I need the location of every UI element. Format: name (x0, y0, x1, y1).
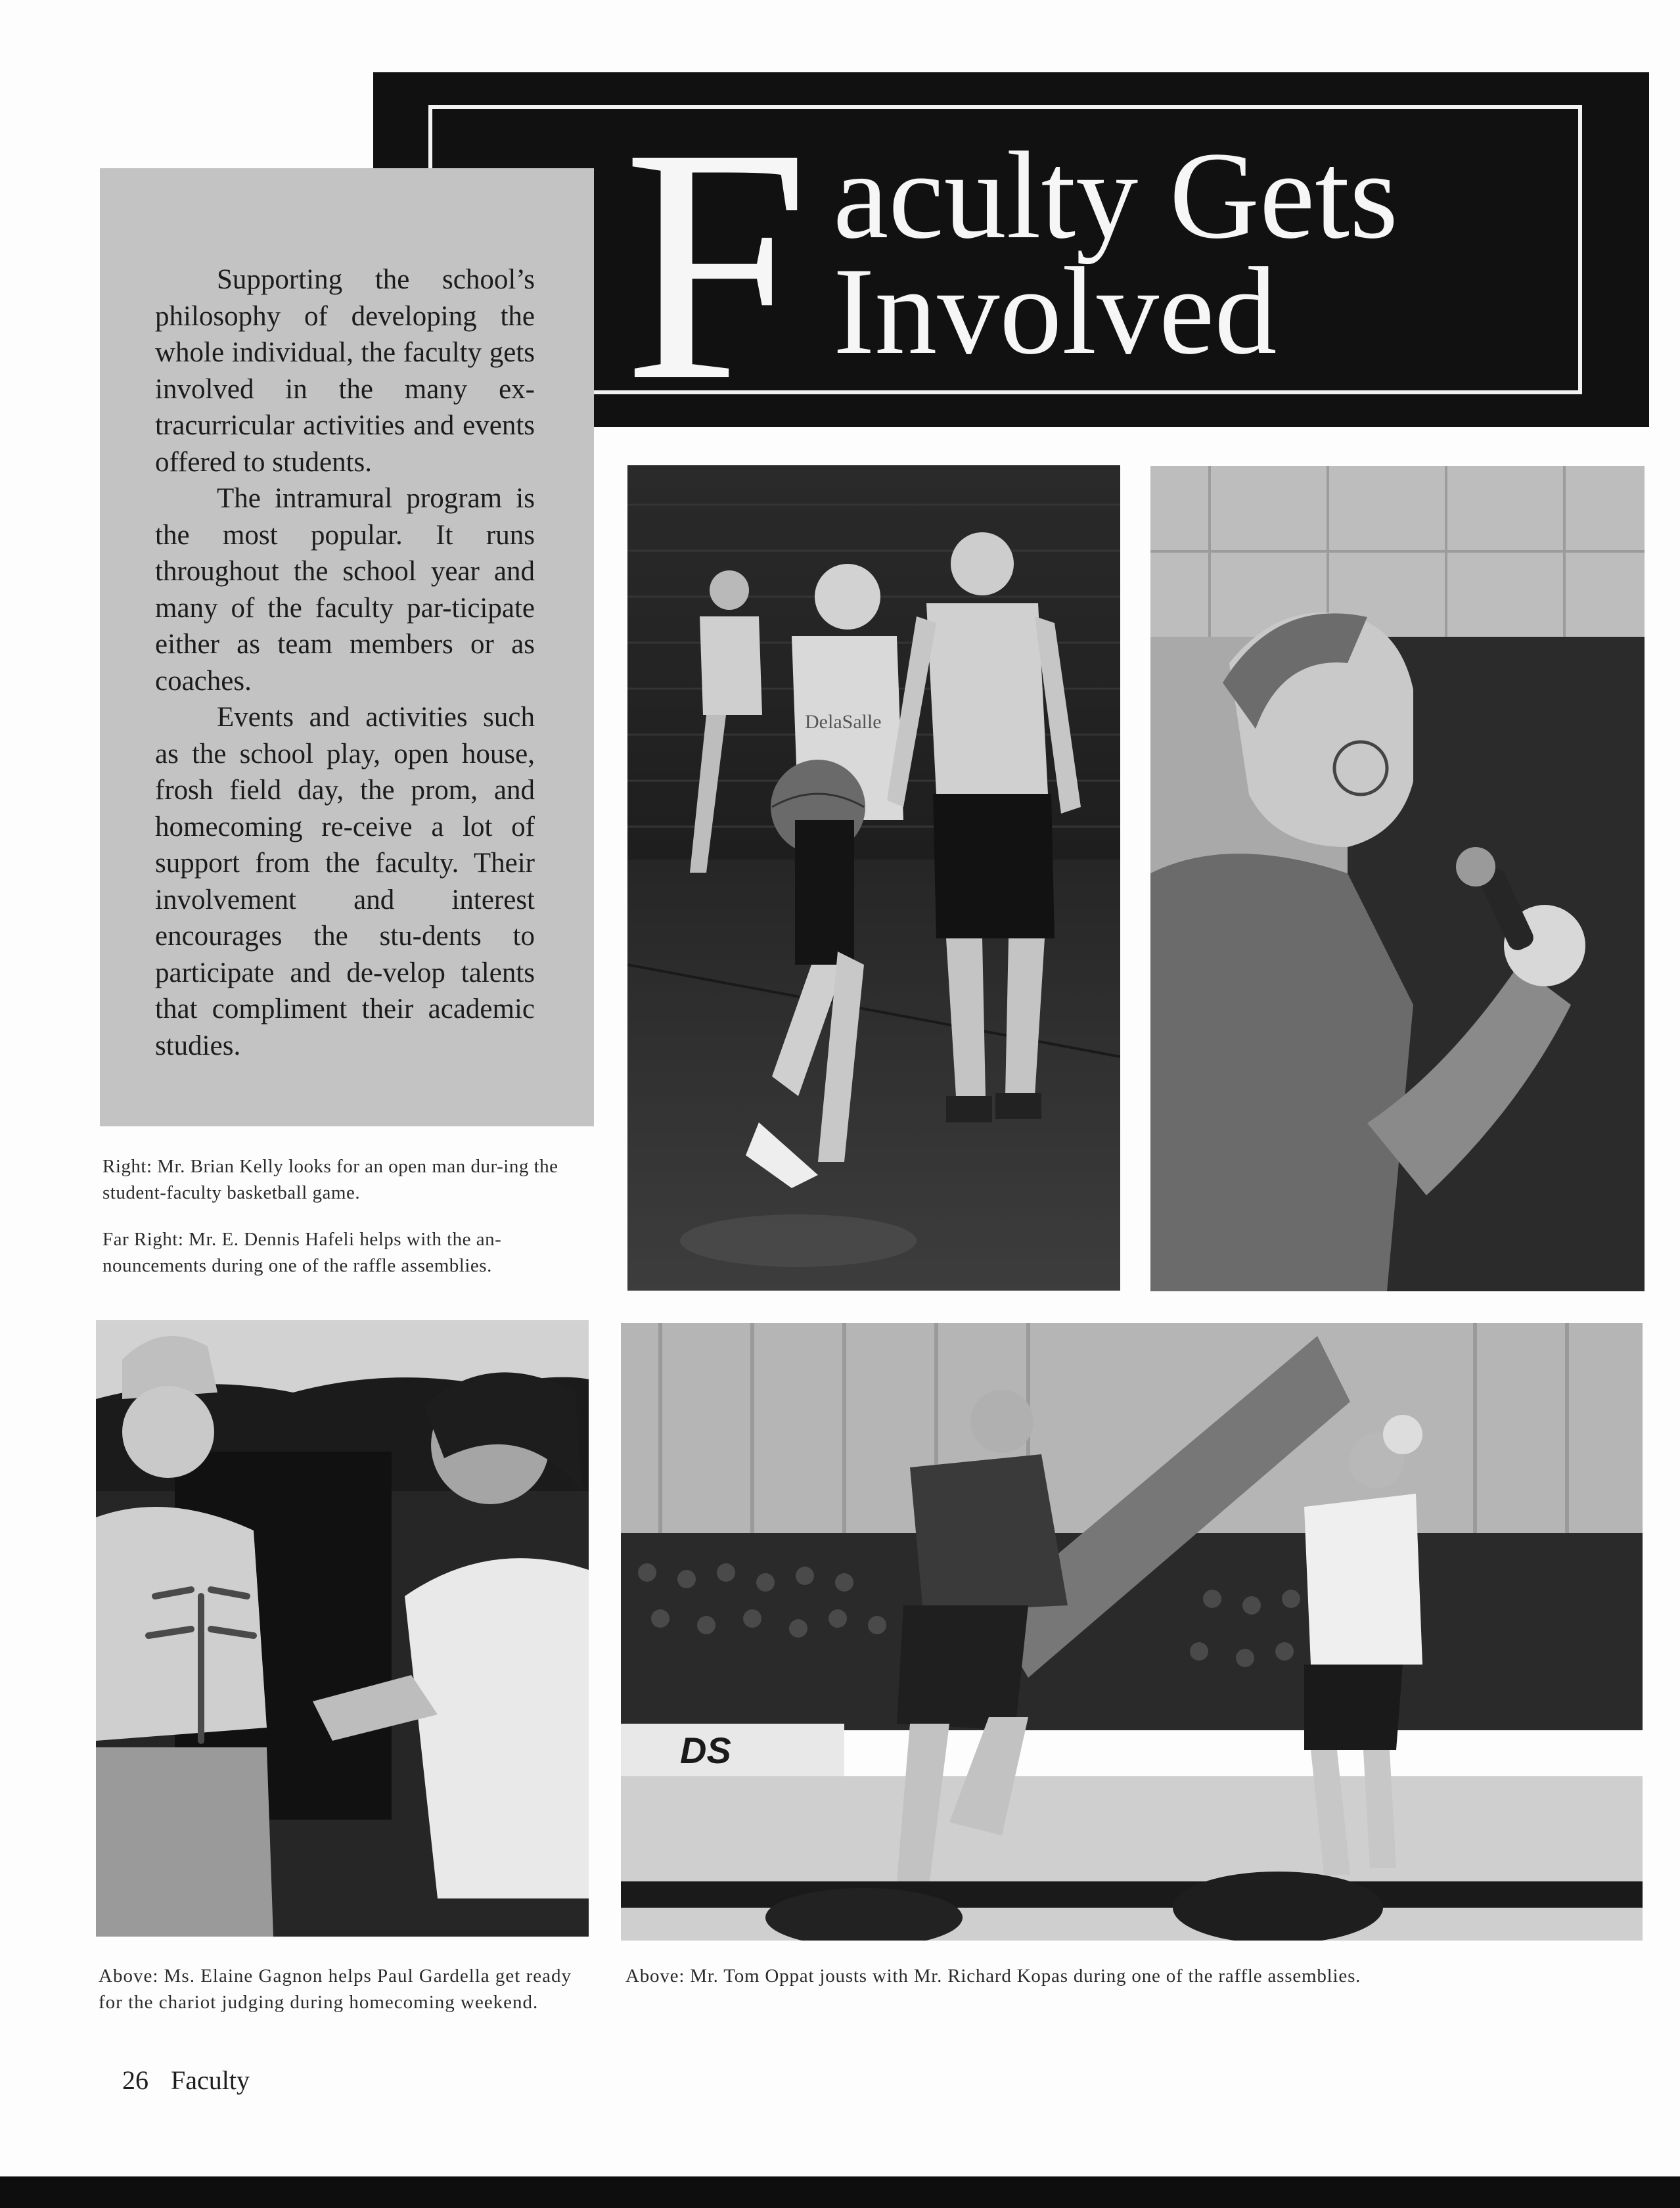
page-number: 26 (122, 2065, 148, 2095)
title-line-2: Involved (833, 242, 1277, 380)
banner-sign-text: DS (680, 1730, 731, 1771)
intro-text-box (100, 168, 594, 1126)
intro-paragraph-3: Events and activities such as the school play, open house, frosh field day, the prom, and homecoming re-ceive a lot of support from the faculty. Their involvement and interest encourages the stu-dents to participate and de-velop talents that compliment their academic studies. (155, 702, 535, 1061)
caption-joust: Above: Mr. Tom Oppat jousts with Mr. Richard Kopas during one of the raffle assemblies. (625, 1966, 1361, 1987)
jersey-text: DelaSalle (805, 711, 882, 733)
photo-announcements-speaker (1150, 466, 1645, 1291)
page-folio (122, 2065, 272, 2096)
title-drop-cap: F (623, 80, 809, 450)
page-bottom-edge (0, 2176, 1680, 2208)
photo-basketball-game (627, 465, 1120, 1291)
caption-announcements: Far Right: Mr. E. Dennis Hafeli helps with the an-nouncements during one of the raffle assemblies. (102, 1229, 502, 1276)
photo-homecoming-chariot (96, 1320, 589, 1937)
intro-paragraph-2: The intramural program is the most popular. It runs throughout the school year and many of the faculty par-ticipate either as team members or as coaches. (155, 483, 535, 697)
photo-joust-assembly (621, 1323, 1643, 1941)
page-title (833, 127, 1399, 380)
section-name: Faculty (171, 2065, 250, 2095)
intro-paragraph-1: Supporting the school’s philosophy of developing the whole individual, the faculty gets involved in the many ex-tracurricular activities and events offered to students. (155, 264, 535, 478)
caption-homecoming: Above: Ms. Elaine Gagnon helps Paul Gardella get ready for the chariot judging during homecoming weekend. (99, 1966, 572, 2013)
caption-basketball: Right: Mr. Brian Kelly looks for an open man dur-ing the student-faculty basketball game. (102, 1156, 558, 1203)
title-line-1: aculty Gets (833, 127, 1399, 265)
